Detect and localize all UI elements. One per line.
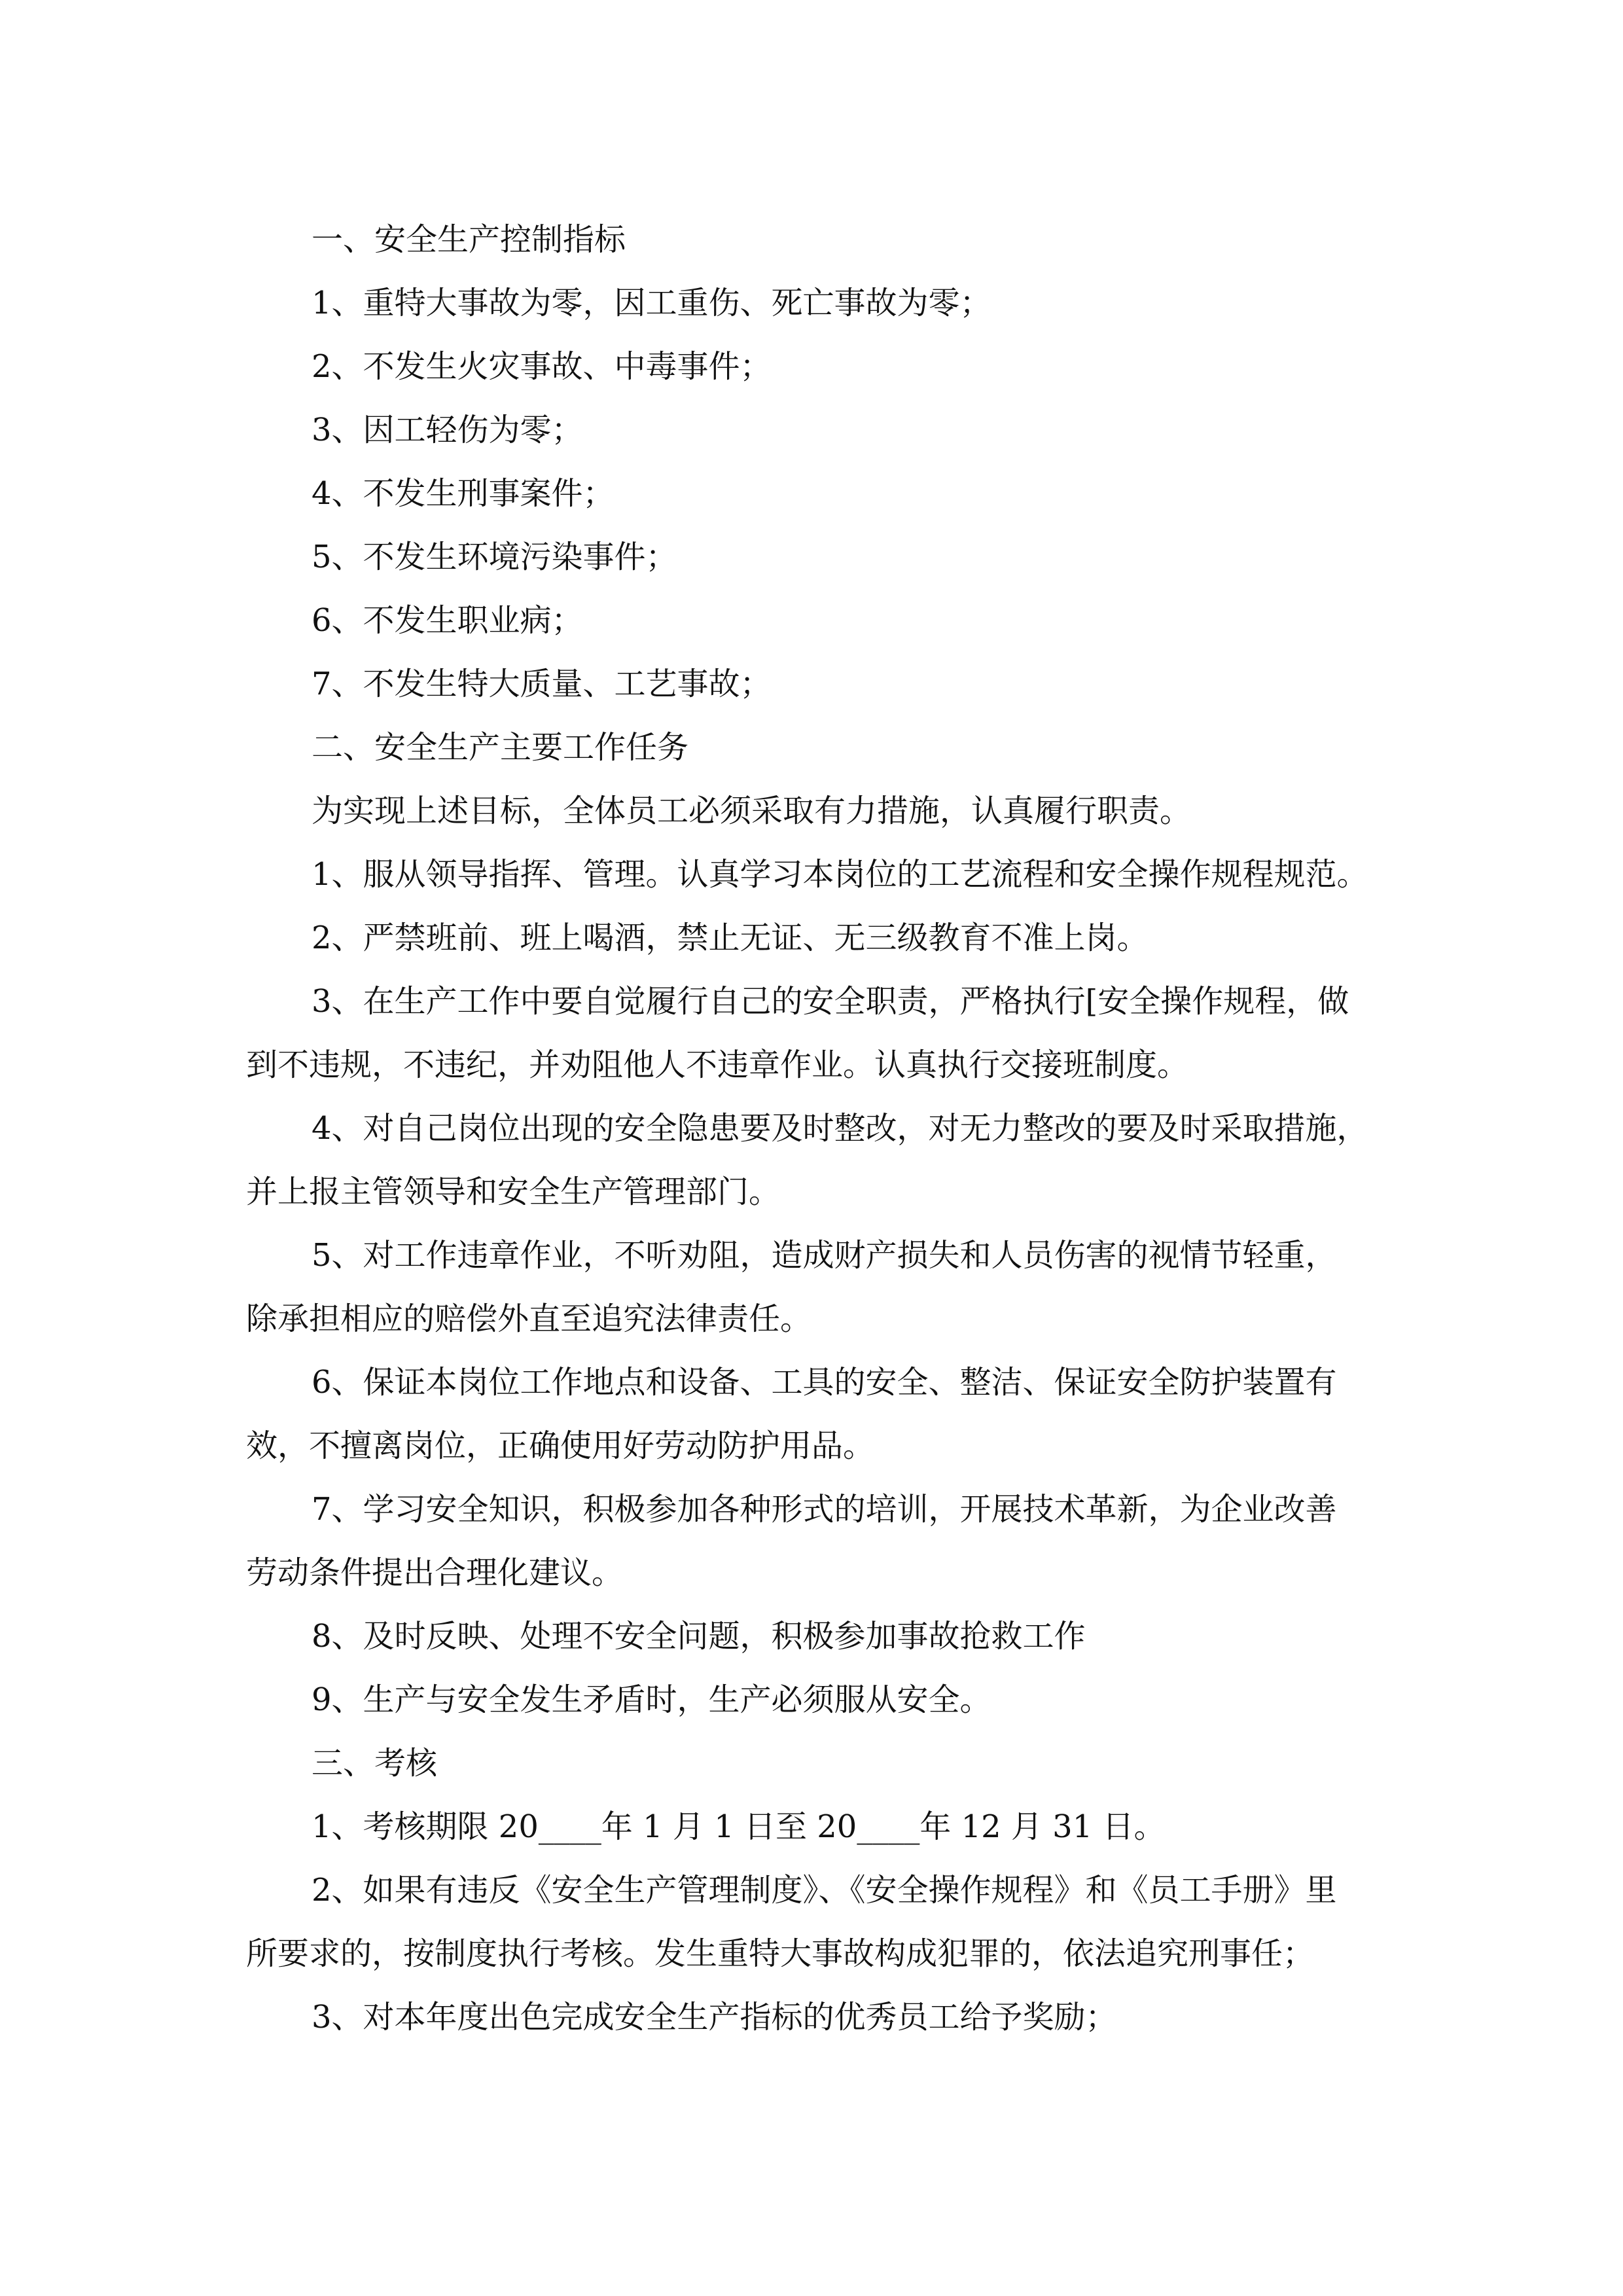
- paragraph-line: 9、生产与安全发生矛盾时，生产必须服从安全。: [312, 1681, 991, 1718]
- paragraph-continuation: 除承担相应的赔偿外直至追究法律责任。: [246, 1300, 812, 1337]
- paragraph-line: 8、及时反映、处理不安全问题，积极参加事故抢救工作: [312, 1618, 1086, 1655]
- paragraph-continuation: 所要求的，按制度执行考核。发生重特大事故构成犯罪的，依法追究刑事任；: [246, 1935, 1315, 1972]
- paragraph-line: 1、考核期限 20____年 1 月 1 日至 20____年 12 月 31 日。: [312, 1808, 1166, 1845]
- paragraph-continuation: 效，不擅离岗位，正确使用好劳动防护用品。: [246, 1427, 875, 1464]
- section-heading-2: 二、安全生产主要工作任务: [312, 729, 689, 766]
- paragraph-continuation: 劳动条件提出合理化建议。: [246, 1554, 624, 1591]
- section-heading-1: 一、安全生产控制指标: [312, 221, 626, 258]
- paragraph-line: 3、因工轻伤为零；: [312, 412, 583, 448]
- paragraph-line: 3、在生产工作中要自觉履行自己的安全职责，严格执行[安全操作规程，做: [312, 983, 1349, 1020]
- paragraph-line: 3、对本年度出色完成安全生产指标的优秀员工给予奖励；: [312, 1999, 1117, 2036]
- paragraph-line: 2、不发生火灾事故、中毒事件；: [312, 348, 772, 385]
- paragraph-line: 6、不发生职业病；: [312, 602, 583, 639]
- paragraph-line: 2、如果有违反《安全生产管理制度》、《安全操作规程》和《员工手册》里: [312, 1872, 1337, 1909]
- paragraph-line: 6、保证本岗位工作地点和设备、工具的安全、整洁、保证安全防护装置有: [312, 1364, 1337, 1401]
- paragraph-line: 4、对自己岗位出现的安全隐患要及时整改，对无力整改的要及时采取措施，: [312, 1110, 1368, 1147]
- paragraph-line: 1、重特大事故为零，因工重伤、死亡事故为零；: [312, 285, 991, 321]
- paragraph-continuation: 到不违规，不违纪，并劝阻他人不违章作业。认真执行交接班制度。: [246, 1047, 1189, 1083]
- paragraph-line: 7、学习安全知识，积极参加各种形式的培训，开展技术革新，为企业改善: [312, 1491, 1337, 1528]
- paragraph-line: 2、严禁班前、班上喝酒，禁止无证、无三级教育不准上岗。: [312, 920, 1149, 956]
- paragraph-line: 1、服从领导指挥、管理。认真学习本岗位的工艺流程和安全操作规程规范。: [312, 856, 1368, 893]
- document-body: [246, 208, 1390, 2049]
- section-heading-3: 三、考核: [312, 1745, 438, 1782]
- paragraph-line: 7、不发生特大质量、工艺事故；: [312, 666, 772, 702]
- paragraph-line: 5、不发生环境污染事件；: [312, 539, 677, 575]
- paragraph-line: 为实现上述目标，全体员工必须采取有力措施，认真履行职责。: [312, 793, 1192, 829]
- paragraph-line: 4、不发生刑事案件；: [312, 475, 615, 512]
- paragraph-line: 5、对工作违章作业，不听劝阻，造成财产损失和人员伤害的视情节轻重，: [312, 1237, 1337, 1274]
- paragraph-continuation: 并上报主管领导和安全生产管理部门。: [246, 1174, 781, 1210]
